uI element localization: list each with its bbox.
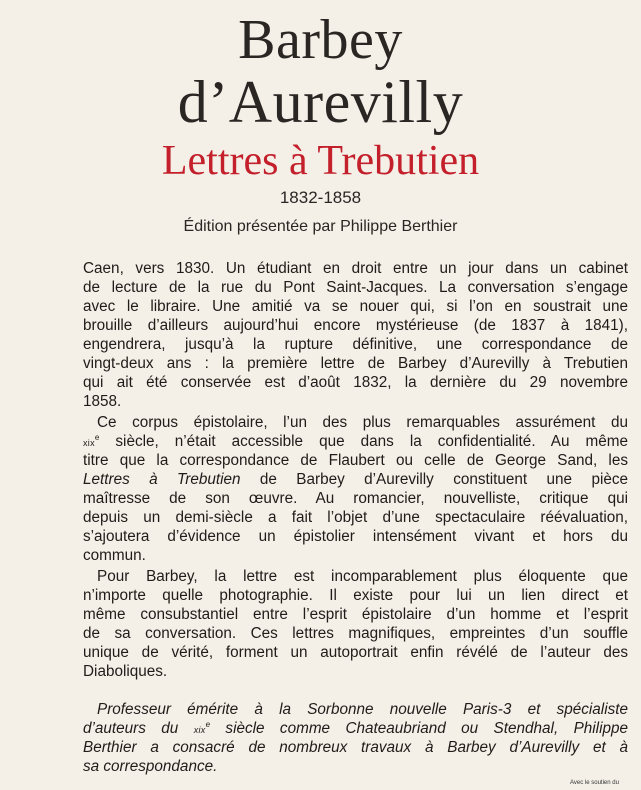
bio-line-1: Professeur émérite à la Sorbonne nouvelle Paris-3 et spécialiste: [97, 701, 628, 718]
p1-line-5: engendrera, jusqu’à la rupture définitive, une correspondance de: [83, 336, 628, 353]
bio-line-2-pre: d’auteurs du: [83, 720, 194, 737]
p1-line-7: qui ait été conservée est d’août 1832, la dernière du 29 novembre: [83, 374, 628, 391]
bio-line-4: sa correspondance.: [83, 758, 218, 775]
author-second-line: d’Aurevilly: [177, 69, 464, 135]
book-title: Lettres à Trebutien: [161, 138, 480, 184]
author-first-line: Barbey: [238, 9, 403, 71]
p2-line-5: maîtresse de son œuvre. Au romancier, nouvelliste, critique qui: [83, 490, 628, 507]
bio-line-2: [83, 719, 628, 740]
p1-line-1: Caen, vers 1830. Un étudiant en droit entre un jour dans un cabinet: [83, 260, 628, 277]
bio-line-3: Berthier a consacré de nombreux travaux à Barbey d’Aurevilly et à: [83, 739, 628, 756]
p2-line-1: Ce corpus épistolaire, l’un des plus remarquables assurément du: [97, 414, 628, 431]
p3-line-5: unique de vérité, forment un autoportrait enfin révélé de l’auteur des: [83, 644, 628, 661]
bio-line-2-text: siècle comme Chateaubriand ou Stendhal, Philippe: [210, 720, 628, 737]
p3-line-3: même consubstantiel entre l’esprit épistolaire d’un homme et l’esprit: [83, 606, 628, 623]
p2-book-title: Lettres à Trebutien: [83, 471, 241, 488]
p2-line-8: commun.: [83, 547, 146, 564]
p2-line-4-text: de Barbey d’Aurevilly constituent une pièce: [240, 471, 629, 488]
p1-line-4: brouille d’ailleurs aujourd’hui encore mystérieuse (de 1837 à 1841),: [83, 317, 628, 334]
p2-line-7: s’ajoutera d’évidence un épistolier intensément vivant et hors du: [83, 528, 628, 545]
p2-century: xix: [83, 438, 95, 448]
p3-line-4: de sa conversation. Ces lettres magnifiques, empreintes d’un souffle: [83, 625, 628, 642]
p2-century-sup: e: [94, 432, 100, 442]
p3-line-6: Diaboliques.: [83, 663, 168, 680]
p2-line-2-text: siècle, n’était accessible que dans la confidentialité. Au même: [99, 433, 628, 450]
p3-line-2: n’importe quelle photographie. Il existe pour lui un lien direct et: [83, 587, 628, 604]
p2-line-3: titre que la correspondance de Flaubert ou celle de George Sand, les: [83, 452, 628, 469]
book-dates: 1832-1858: [279, 188, 362, 207]
p2-line-2: [83, 432, 628, 453]
p1-line-6: vingt-deux ans : la première lettre de Barbey d’Aurevilly à Trebutien: [83, 355, 628, 372]
p1-line-3: avec le libraire. Une amitié va se nouer qui, si l’on en soustrait une: [83, 298, 628, 315]
bio-century: xix: [193, 725, 206, 735]
edition-credit: Édition présentée par Philippe Berthier: [183, 218, 458, 235]
p2-line-6: depuis un demi-siècle a fait l’objet d’une spectaculaire réévaluation,: [83, 509, 628, 526]
p2-line-4: [83, 470, 628, 489]
p1-line-2: de lecture de la rue du Pont Saint-Jacques. La conversation s’engage: [83, 279, 628, 296]
support-credit: Avec le soutien du: [570, 780, 619, 786]
p3-line-1: Pour Barbey, la lettre est incomparablement plus éloquente que: [97, 568, 628, 585]
bio-century-sup: e: [205, 719, 211, 729]
p1-line-8: 1858.: [83, 393, 122, 410]
